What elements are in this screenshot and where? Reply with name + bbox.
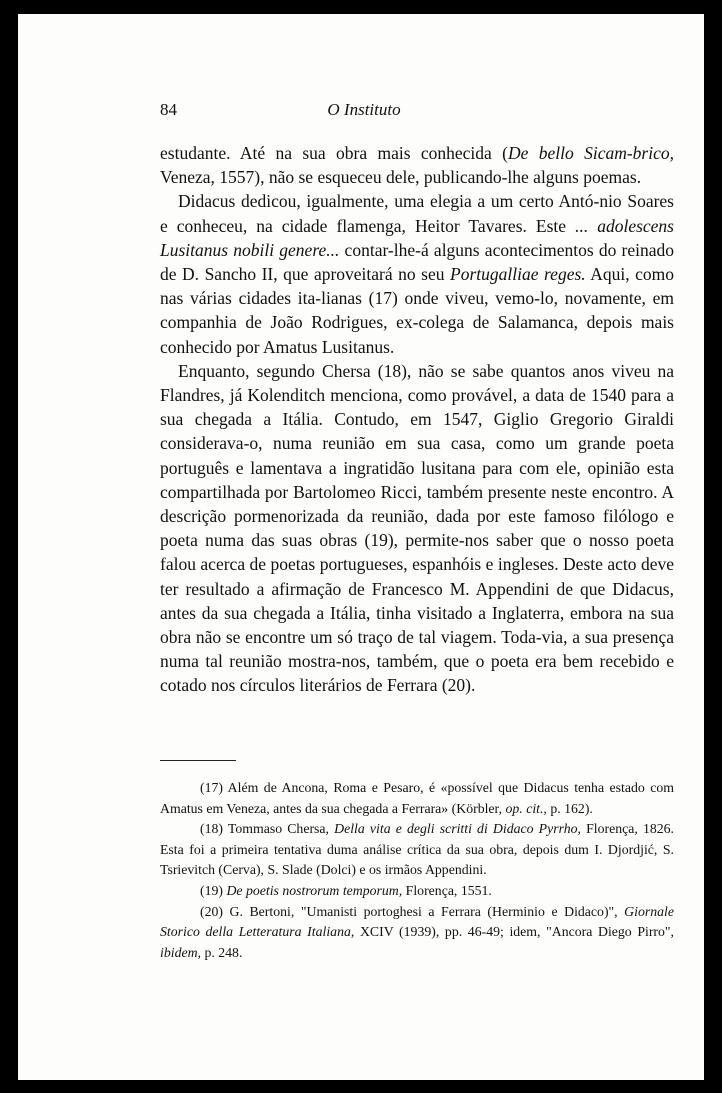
text-segment-2: XCIV (1939), pp. 46-49; idem, "Ancora Diego Pirro", xyxy=(354,924,675,940)
italic-text-1: De poetis nostrorum temporum, xyxy=(226,882,403,898)
italic-text-1: ... adolescens Lusitanus nobili genere... xyxy=(160,215,674,260)
paragraph-2 xyxy=(160,189,674,358)
italic-text-3: ibidem, xyxy=(160,944,201,960)
text-segment-0: (19) xyxy=(200,882,227,898)
text-segment-0: (17) Além de Ancona, Roma e Pesaro, é «possível que Didacus tenha estado com Amatus em Veneza, antes da sua chegada a Ferrara» (Körbler, xyxy=(160,780,674,816)
text-segment-0: estudante. Até na sua obra mais conhecida ( xyxy=(160,143,508,163)
italic-text-1: De bello Sicam-brico, xyxy=(507,143,674,163)
footnote-18 xyxy=(160,819,674,881)
body-text xyxy=(160,141,674,698)
scanned-page xyxy=(18,14,704,1080)
italic-text-1: Della vita e degli scritti di Didaco Pyrrho, xyxy=(334,821,581,837)
italic-text-3: Portugalliae reges. xyxy=(450,264,586,285)
text-segment-0: (18) Tommaso Chersa, xyxy=(200,821,335,837)
text-segment-4: p. 248. xyxy=(201,944,243,960)
text-segment-2: contar-lhe-á alguns acontecimentos do reinado de D. Sancho II, que aproveitará no seu xyxy=(160,239,674,285)
text-segment-4: Aqui, como nas várias cidades ita-lianas (17) onde viveu, vemo-lo, novamente, em companhia de João Rodrigues, ex-colega de Salamanca, depois mais conhecido por Amatus Lusitanus. xyxy=(160,264,674,357)
text-segment-0: Enquanto, segundo Chersa (18), não se sabe quantos anos viveu na Flandres, já Kolenditch menciona, como provável, a data de 1540 para a sua chegada a Itália. Contudo, em 1547, Giglio Gregorio Giraldi considerava-o, numa reunião em sua casa, como um grande poeta português e lamentava a ingratidão lusitana para com ele, opinião esta compartilhada por Bartolomeo Ricci, também presente neste encontro. A descrição pormenorizada da reunião, dada por este famoso filólogo e poeta numa das suas obras (19), permite-nos saber que o nosso poeta falou acerca de poetas portugueses, espanhóis e ingleses. Deste acto deve ter resultado a afirmação de Francesco M. Appendini de que Didacus, antes da sua chegada a Itália, tinha visitado a Inglaterra, embora na sua obra não se encontre um só traço de tal viagem. Toda-via, a sua presença numa tal reunião mostra-nos, também, que o poeta era bem recebido e cotado nos círculos literários de Ferrara (20). xyxy=(160,360,674,696)
running-head xyxy=(160,100,568,124)
footnote-20 xyxy=(160,902,674,964)
text-segment-2: Florença, 1551. xyxy=(402,882,492,898)
paragraph-1 xyxy=(160,141,674,189)
journal-title: O Instituto xyxy=(327,100,401,119)
text-segment-0: Didacus dedicou, igualmente, uma elegia a um certo Antó-nio Soares e conheceu, na cidade flamenga, Heitor Tavares. Este xyxy=(160,191,674,236)
footnote-rule xyxy=(160,760,236,761)
text-segment-2: Florença, 1826. Esta foi a primeira tentativa duma análise crítica da sua obra, depois dum I. Djordjić, S. Tsrievitch (Cerva), S. Slade (Dolci) e os irmãos Appendini. xyxy=(160,821,674,878)
paragraph-3 xyxy=(160,359,674,698)
text-segment-2: Veneza, 1557), não se esqueceu dele, publicando-lhe alguns poemas. xyxy=(160,167,642,188)
italic-text-1: Giornale Storico della Letteratura Italiana, xyxy=(160,903,674,940)
footnote-19 xyxy=(160,881,674,902)
text-segment-2: p. 162). xyxy=(546,800,593,816)
footnote-17 xyxy=(160,778,674,819)
text-segment-0: (20) G. Bertoni, "Umanisti portoghesi a Ferrara (Herminio e Didaco)", xyxy=(200,903,625,919)
italic-text-1: op. cit., xyxy=(505,800,547,816)
footnotes xyxy=(160,778,674,963)
page-number: 84 xyxy=(160,100,177,119)
